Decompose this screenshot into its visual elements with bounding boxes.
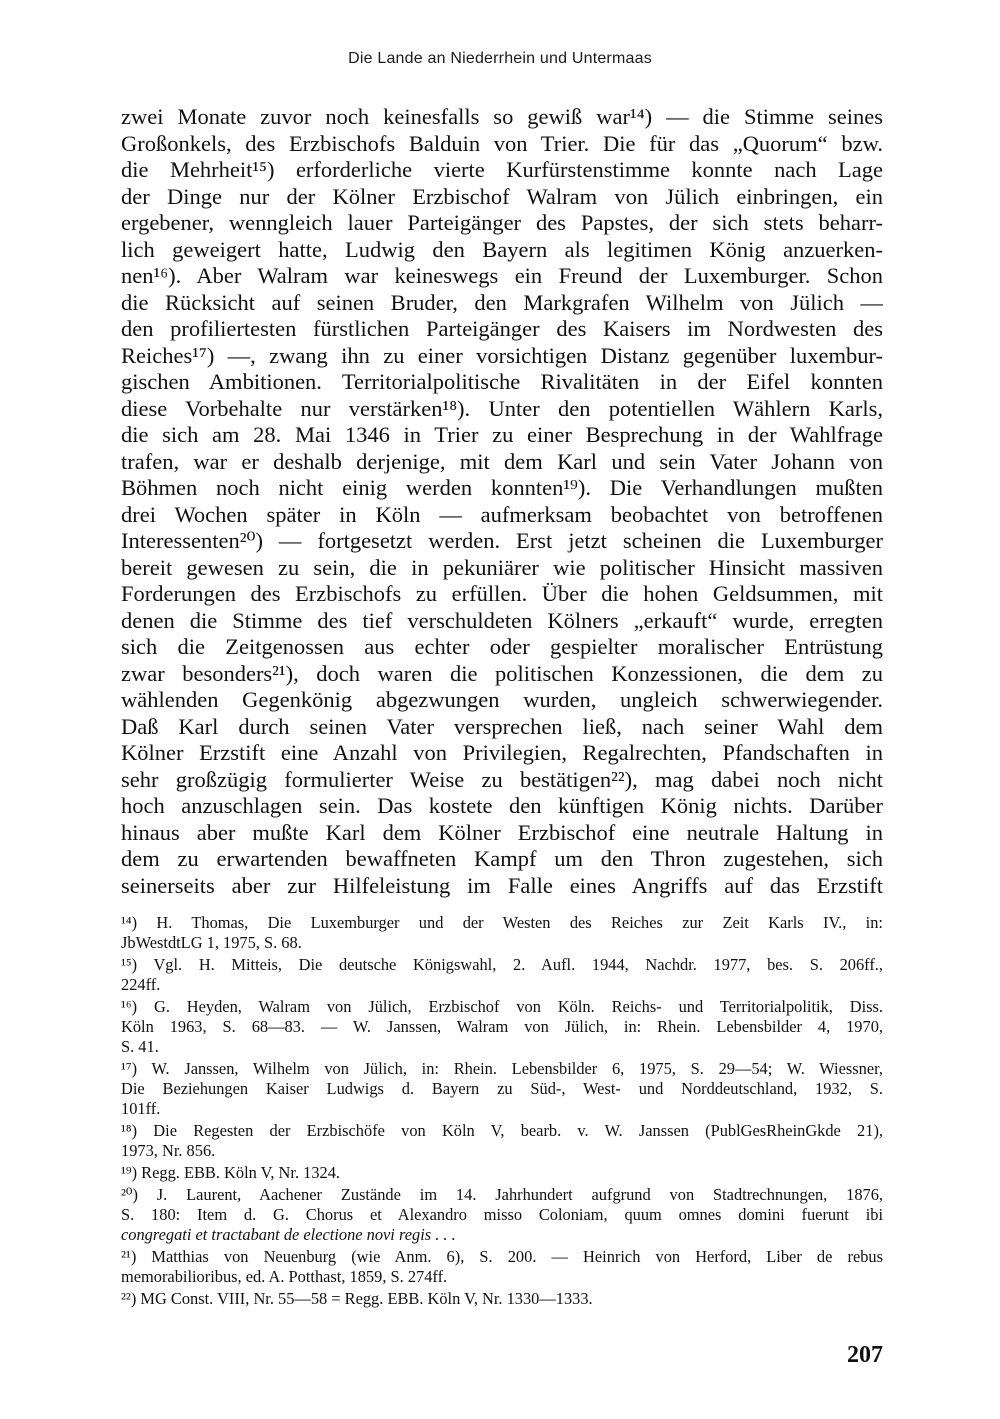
body-line: die Rücksicht auf seinen Bruder, den Markgrafen Wilhelm von Jülich — [121,289,883,315]
body-line: dem zu erwartenden bewaffneten Kampf um den Thron zugestehen, sich [121,846,883,871]
body-line: diese Vorbehalte nur verstärken¹⁸). Unter den potentiellen Wählern Karls, [121,395,883,421]
page-number: 207 [847,1342,883,1368]
body-line: hinaus aber mußte Karl dem Kölner Erzbischof eine neutrale Haltung in [121,819,883,845]
body-line: bereit gewesen zu sein, die in pekuniärer wie politischer Hinsicht massiven [121,554,883,580]
footnote-line: ²⁰) J. Laurent, Aachener Zustände im 14. Jahrhundert aufgrund von Stadtrechnungen, 1876, [121,1185,883,1204]
body-line: Böhmen noch nicht einig werden konnten¹⁹). Die Verhandlungen mußten [121,475,883,500]
body-line: hoch anzuschlagen sein. Das kostete den künftigen König nichts. Darüber [121,793,883,818]
body-line: sehr großzügig formulierter Weise zu bestätigen²²), mag dabei noch nicht [121,766,883,792]
footnote-line: congregati et tractabant de electione novi regis . . . [121,1225,456,1244]
footnote-line: ²²) MG Const. VIII, Nr. 55—58 = Regg. EBB. Köln V, Nr. 1330—1333. [121,1289,593,1308]
body-line: ergebener, wenngleich lauer Parteigänger des Papstes, der sich stets beharr- [121,210,883,235]
body-line: nen¹⁶). Aber Walram war keineswegs ein Freund der Luxemburger. Schon [121,263,883,288]
footnote-line: ¹⁶) G. Heyden, Walram von Jülich, Erzbischof von Köln. Reichs- und Territorialpolitik, Diss. [121,997,883,1016]
footnote-line: Die Beziehungen Kaiser Ludwigs d. Bayern zu Süd-, West- und Norddeutschland, 1932, S. [121,1079,883,1098]
footnote-line: JbWestdtLG 1, 1975, S. 68. [121,933,302,952]
footnote-line: ¹⁴) H. Thomas, Die Luxemburger und der Westen des Reiches zur Zeit Karls IV., in: [121,913,883,932]
running-head: Die Lande an Niederrhein und Untermaas [348,50,652,67]
body-line: Interessenten²⁰) — fortgesetzt werden. Erst jetzt scheinen die Luxemburger [121,528,883,553]
footnotes [121,913,883,1309]
footnote-line: S. 41. [121,1037,159,1056]
footnote-line: ¹⁷) W. Janssen, Wilhelm von Jülich, in: Rhein. Lebensbilder 6, 1975, S. 29—54; W. Wiessner, [121,1059,883,1078]
body-line: Großonkels, des Erzbischofs Balduin von Trier. Die für das „Quorum“ bzw. [121,130,883,156]
footnote-line: 1973, Nr. 856. [121,1141,216,1160]
body-line: Kölner Erzstift eine Anzahl von Privilegien, Regalrechten, Pfandschaften in [121,740,883,765]
footnote-line: ¹⁵) Vgl. H. Mitteis, Die deutsche Königswahl, 2. Aufl. 1944, Nachdr. 1977, bes. S. 206ff., [121,955,883,974]
footnote-line: 224ff. [121,975,161,994]
body-line: trafen, war er deshalb derjenige, mit dem Karl und sein Vater Johann von [121,448,883,474]
footnote-line: ¹⁹) Regg. EBB. Köln V, Nr. 1324. [121,1163,341,1182]
body-text [121,104,883,899]
body-line: den profiliertesten fürstlichen Parteigänger des Kaisers im Nordwesten des [121,316,883,341]
footnote-line: ²¹) Matthias von Neuenburg (wie Anm. 6), S. 200. — Heinrich von Herford, Liber de rebus [121,1247,883,1266]
body-line: die Mehrheit¹⁵) erforderliche vierte Kurfürstenstimme konnte nach Lage [121,157,883,182]
body-line: lich geweigert hatte, Ludwig den Bayern als legitimen König anzuerken- [121,236,883,262]
footnote-line: Köln 1963, S. 68—83. — W. Janssen, Walram von Jülich, in: Rhein. Lebensbilder 4, 1970, [121,1017,883,1036]
body-line: zwei Monate zuvor noch keinesfalls so gewiß war¹⁴) — die Stimme seines [121,104,883,129]
body-line: gischen Ambitionen. Territorialpolitische Rivalitäten in der Eifel konnten [121,369,883,394]
footnote-line: S. 180: Item d. G. Chorus et Alexandro misso Coloniam, quum omnes domini fuerunt ibi [121,1205,883,1224]
footnote-line: 101ff. [121,1099,161,1118]
body-line: drei Wochen später in Köln — aufmerksam beobachtet von betroffenen [121,501,883,527]
body-line: Forderungen des Erzbischofs zu erfüllen. Über die hohen Geldsummen, mit [121,581,883,606]
footnote-line: memorabilioribus, ed. A. Potthast, 1859, S. 274ff. [121,1267,448,1286]
body-line: zwar besonders²¹), doch waren die politischen Konzessionen, die dem zu [121,660,883,686]
footnote-line: ¹⁸) Die Regesten der Erzbischöfe von Köln V, bearb. v. W. Janssen (PublGesRheinGkde 21), [121,1121,883,1140]
body-line: sich die Zeitgenossen aus echter oder gespielter moralischer Entrüstung [121,634,883,659]
body-line: denen die Stimme des tief verschuldeten Kölners „erkauft“ wurde, erregten [121,607,883,633]
body-line: Reiches¹⁷) —, zwang ihn zu einer vorsichtigen Distanz gegenüber luxembur- [121,342,883,368]
body-line: wählenden Gegenkönig abgezwungen wurden, ungleich schwerwiegender. [121,687,883,712]
body-line: seinerseits aber zur Hilfeleistung im Falle eines Angriffs auf das Erzstift [121,872,883,898]
body-line: der Dinge nur der Kölner Erzbischof Walram von Jülich einbringen, ein [121,183,883,209]
body-line: die sich am 28. Mai 1346 in Trier zu einer Besprechung in der Wahlfrage [121,422,883,447]
body-line: Daß Karl durch seinen Vater versprechen ließ, nach seiner Wahl dem [121,713,883,739]
